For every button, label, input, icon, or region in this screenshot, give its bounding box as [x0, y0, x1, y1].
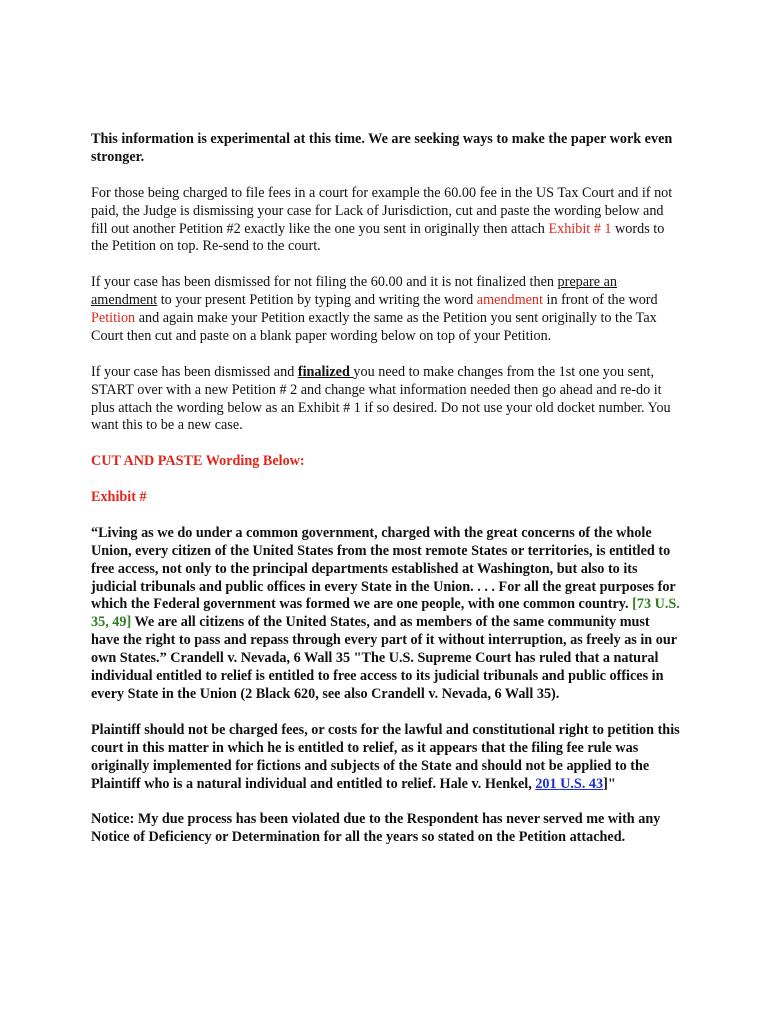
fees-text-a: For those being charged to file fees in a court for example the 60.00 fee in the US Tax Court and if not paid, the Judge is dismissing your case for Lack of Jurisdiction, cut and paste the wording below and fill out another Petition #2 exactly like the one you sent in originally then attach	[91, 184, 673, 237]
fees-paragraph	[91, 185, 681, 257]
finalized-text-b: you need to make changes from the 1st one you sent, START over with a new Petition # 2 and change what information needed then go ahead and re-do it plus attach the wording below as an Exhibit # 1 if so desired. Do not use your old docket number. You want this to be a new case.	[91, 363, 671, 434]
quote-paragraph	[91, 525, 681, 704]
amendment-text-d: and again make your Petition exactly the same as the Petition you sent originally to the Tax Court then cut and paste on a blank paper wording below on top of your Petition.	[91, 310, 657, 344]
amendment-text-b: to your present Petition by typing and writing the word	[157, 292, 477, 309]
quote-text-a: “Living as we do under a common government, charged with the great concerns of the whole Union, every citizen of the United States from the most remote States or territories, is entitled to free access, not only to the principal departments established at Washington, but also to its judicial tribunals and public offices in every State in the Union. . . . For all the great purposes for which the Federal government was formed we are one people, with one common country.	[91, 524, 676, 613]
document-page	[91, 131, 681, 865]
plaintiff-text-b: ]"	[603, 775, 616, 792]
plaintiff-text-a: Plaintiff should not be charged fees, or costs for the lawful and constitutional right to petition this court in this matter in which he is entitled to relief, as it appears that the filing fee rule was originally implemented for fictions and subjects of the State and should not be applied to the Plaintiff who is a natural individual and entitled to relief. Hale v. Henkel,	[91, 721, 680, 792]
notice-paragraph: Notice: My due process has been violated due to the Respondent has never served me with any Notice of Deficiency or Determination for all the years so stated on the Petition attached.	[91, 811, 661, 846]
finalized-word: finalized	[297, 363, 354, 380]
cut-and-paste-heading: CUT AND PASTE Wording Below:	[91, 453, 305, 470]
fees-text-b: words to the Petition on top. Re-send to the court.	[91, 220, 665, 255]
amendment-paragraph	[91, 274, 681, 346]
amendment-word: amendment	[476, 292, 543, 309]
amendment-text-c: in front of the word	[542, 292, 658, 309]
amendment-text-a: If your case has been dismissed for not filing the 60.00 and it is not finalized then	[91, 274, 558, 291]
exhibit-heading: Exhibit #	[91, 489, 147, 506]
exhibit-1-link[interactable]: Exhibit # 1	[548, 220, 612, 237]
quote-text-b: We are all citizens of the United States, and as members of the same community must have the right to pass and repass through every part of it without interruption, as freely as in our own States.” Crandell v. Nevada, 6 Wall 35 "The U.S. Supreme Court has ruled that a natural individual entitled to relief is entitled to free access to its judicial tribunals and public offices in every State in the Union (2 Black 620, see also Crandell v. Nevada, 6 Wall 35).	[91, 614, 677, 702]
plaintiff-paragraph	[91, 722, 681, 794]
prepare-amendment-link[interactable]: prepare an amendment	[91, 274, 617, 309]
finalized-text-a: If your case has been dismissed and	[91, 363, 298, 380]
hale-v-henkel-link[interactable]: 201 U.S. 43	[535, 775, 604, 792]
intro-paragraph: This information is experimental at this time. We are seeking ways to make the paper work even stronger.	[91, 131, 673, 165]
finalized-paragraph	[91, 364, 681, 436]
petition-word: Petition	[91, 310, 136, 327]
citation-73-us-35: [73 U.S. 35, 49]	[91, 596, 680, 631]
